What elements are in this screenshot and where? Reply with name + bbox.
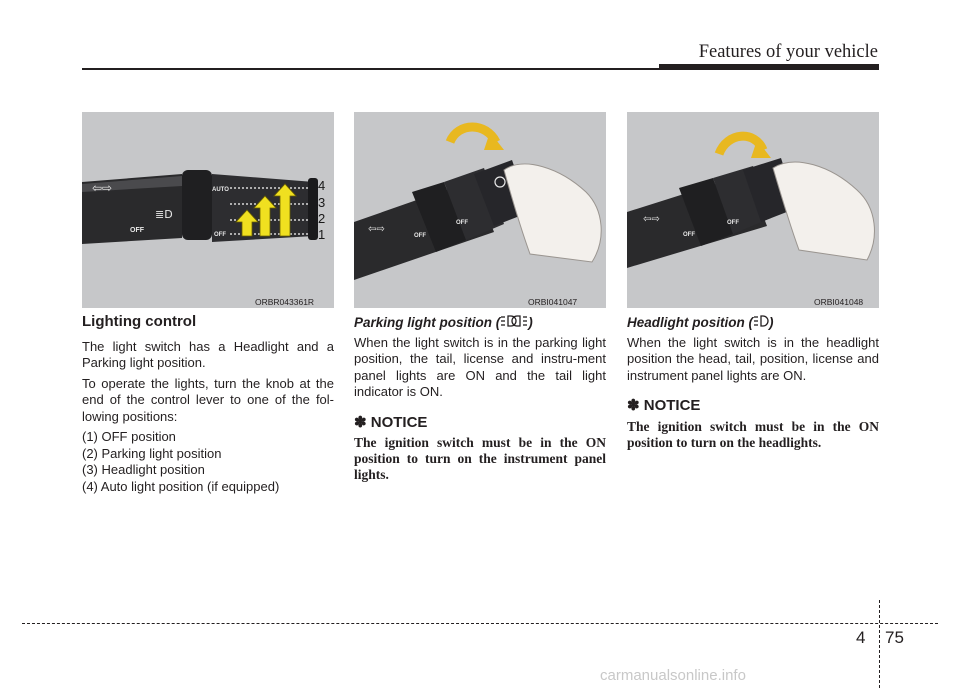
list-item: (3) Headlight position — [82, 462, 205, 477]
svg-text:OFF: OFF — [214, 232, 226, 238]
figure-headlight-knob — [627, 112, 879, 308]
heading-text: ) — [769, 314, 774, 330]
list-item: (4) Auto light position (if equipped) — [82, 478, 280, 494]
svg-text:⇦⇨: ⇦⇨ — [92, 181, 113, 195]
figure-lighting-control-lever — [82, 112, 334, 308]
lever-label: OFF — [683, 232, 695, 238]
lighting-control-section — [82, 314, 334, 495]
headlight-icon — [753, 314, 769, 333]
svg-text:⇦⇨: ⇦⇨ — [643, 214, 660, 225]
chapter-number: 4 — [856, 628, 866, 647]
parking-light-icon — [500, 314, 528, 333]
notice-body: The ignition switch must be in the ON position to turn on the headlights. — [627, 418, 879, 450]
heading-text: Parking light position ( — [354, 314, 501, 330]
figure-caption: ORBI041047 — [528, 297, 578, 307]
paragraph: The light switch has a Headlight and a Parking light position. — [82, 338, 334, 370]
list-item: (1) OFF position — [82, 429, 176, 444]
paragraph: When the light switch is in the parking light position, the tail, license and instru-ment panel lights are ON and the tail light indicator is ON. — [354, 334, 606, 399]
heading-text: ) — [528, 314, 533, 330]
lever-label: OFF — [727, 220, 739, 226]
footer-divider — [879, 600, 880, 688]
section-heading — [627, 314, 879, 333]
position-number-3: 3 — [318, 195, 326, 210]
footer-rule — [22, 623, 938, 624]
position-number-4: 4 — [318, 178, 326, 193]
lever-label: OFF — [414, 233, 426, 239]
watermark: carmanualsonline.info — [600, 667, 746, 684]
position-number-2: 2 — [318, 211, 326, 226]
position-number-1: 1 — [318, 227, 326, 242]
page-number: 75 — [885, 628, 904, 647]
figure-caption: ORBR043361R — [255, 297, 315, 307]
list-item: (2) Parking light position — [82, 445, 222, 461]
notice-title: ✽ NOTICE — [627, 397, 701, 414]
header-rule — [82, 68, 879, 70]
paragraph: When the light switch is in the headlight position the head, tail, position, license and instrument panel lights are ON. — [627, 334, 879, 383]
section-heading: Lighting control — [82, 313, 197, 330]
svg-text:⇦⇨: ⇦⇨ — [368, 224, 385, 235]
section-heading — [354, 314, 606, 333]
paragraph: To operate the lights, turn the knob at the end of the control lever to one of the fol-lowing positions: — [82, 375, 334, 424]
lever-label: AUTO — [212, 187, 229, 193]
figure-parking-light-knob — [354, 112, 606, 308]
heading-text: Headlight position ( — [627, 314, 753, 330]
lever-label: OFF — [130, 227, 144, 234]
parking-light-section — [354, 314, 606, 483]
headlight-section — [627, 314, 879, 451]
section-title: Features of your vehicle — [698, 42, 878, 62]
figure-caption: ORBI041048 — [814, 297, 864, 307]
notice-body: The ignition switch must be in the ON position to turn on the instrument panel lights. — [354, 435, 606, 482]
svg-text:≣D: ≣D — [155, 208, 173, 221]
lever-label: OFF — [456, 220, 468, 226]
notice-title: ✽ NOTICE — [354, 413, 428, 431]
